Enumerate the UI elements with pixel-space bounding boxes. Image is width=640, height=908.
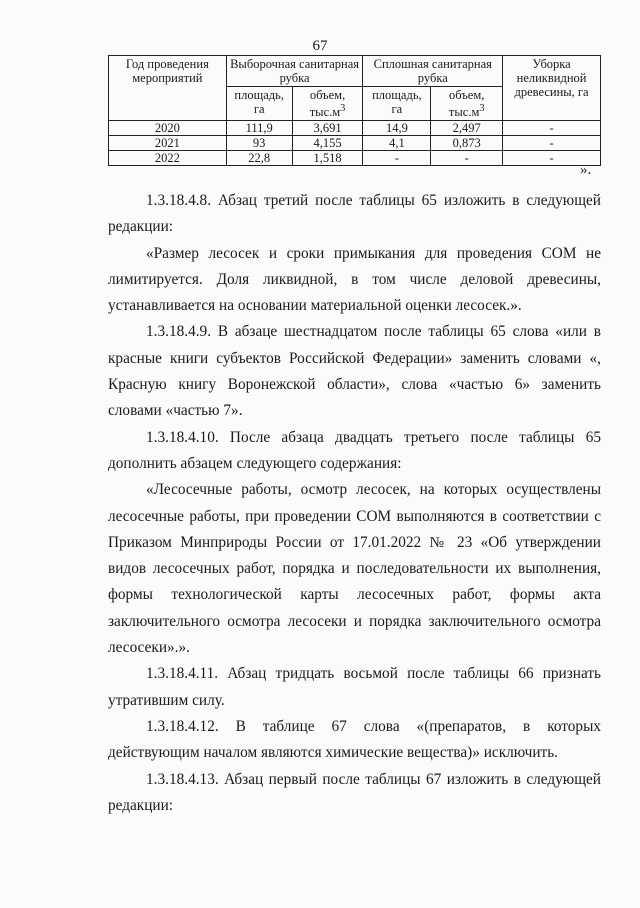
paragraph-1-3-18-4-11: 1.3.18.4.11. Абзац тридцать восьмой после таблицы 66 признать утратившим силу.	[108, 665, 601, 709]
cell-cleanup: -	[503, 121, 601, 136]
subheader-area: площадь, га	[363, 87, 431, 121]
cell-selective-volume: 3,691	[292, 121, 363, 136]
header-year: Год проведения мероприятий	[109, 56, 227, 121]
subheader-volume: объем, $тыс.м^3$	[431, 87, 503, 121]
cell-continuous-area: 4,1	[363, 136, 431, 151]
paragraph-quote-lesoseki: «Размер лесосек и сроки примыкания для проведения СОМ не лимитируется. Доля ликвидной, в том числе деловой древесины, устанавливается на основании материальной оценки лесосек.».	[108, 244, 601, 315]
table-row	[109, 121, 601, 136]
subheader-volume: объем, $тыс.м^3$	[292, 87, 363, 121]
cell-cleanup: -	[503, 151, 601, 166]
cell-continuous-volume: -	[431, 151, 503, 166]
forestry-table	[108, 55, 601, 166]
table-row	[109, 136, 601, 151]
paragraph-1-3-18-4-9: 1.3.18.4.9. В абзаце шестнадцатом после таблицы 65 слова «или в красные книги субъектов Российской Федерации» заменить словами «, Красную книгу Воронежской области», слова «частью 6» заменить словами «частью 7».	[108, 323, 601, 420]
page-number: 67	[312, 38, 328, 54]
paragraph-1-3-18-4-13: 1.3.18.4.13. Абзац первый после таблицы 67 изложить в следующей редакции:	[108, 770, 601, 814]
header-selective-cut: Выборочная санитарная рубка	[226, 56, 363, 87]
cell-continuous-area: -	[363, 151, 431, 166]
cell-continuous-volume: 2,497	[431, 121, 503, 136]
cell-continuous-volume: 0,873	[431, 136, 503, 151]
cell-selective-area: 111,9	[226, 121, 292, 136]
document-body	[108, 188, 601, 819]
cell-selective-volume: 1,518	[292, 151, 363, 166]
paragraph-1-3-18-4-10: 1.3.18.4.10. После абзаца двадцать третьего после таблицы 65 дополнить абзацем следующего содержания:	[108, 428, 601, 472]
header-cleanup: Уборка неликвидной древесины, га	[503, 56, 601, 121]
cell-cleanup: -	[503, 136, 601, 151]
cell-selective-area: 93	[226, 136, 292, 151]
table-header-row	[109, 56, 601, 87]
quote-closing-mark: ».	[580, 162, 592, 178]
cell-year: 2021	[109, 136, 227, 151]
cell-year: 2020	[109, 121, 227, 136]
cell-continuous-area: 14,9	[363, 121, 431, 136]
cell-selective-area: 22,8	[226, 151, 292, 166]
paragraph-quote-lesosechnye: «Лесосечные работы, осмотр лесосек, на которых осуществлены лесосечные работы, при проведении СОМ выполняются в соответствии с Приказом Минприроды России от 17.01.2022 № 23 «Об утверждении видов лесосечных работ, порядка и последовательности их выполнения, формы технологической карты лесосечных работ, формы акта заключительного осмотра лесосеки и порядка заключительного осмотра лесосеки».».	[108, 481, 601, 657]
table-row	[109, 151, 601, 166]
cell-selective-volume: 4,155	[292, 136, 363, 151]
cell-year: 2022	[109, 151, 227, 166]
paragraph-1-3-18-4-8: 1.3.18.4.8. Абзац третий после таблицы 65 изложить в следующей редакции:	[108, 192, 601, 236]
header-continuous-cut: Сплошная санитарная рубка	[363, 56, 503, 87]
subheader-area: площадь, га	[226, 87, 292, 121]
paragraph-1-3-18-4-12: 1.3.18.4.12. В таблице 67 слова «(препаратов, в которых действующим началом являются химические вещества)» исключить.	[108, 717, 601, 762]
